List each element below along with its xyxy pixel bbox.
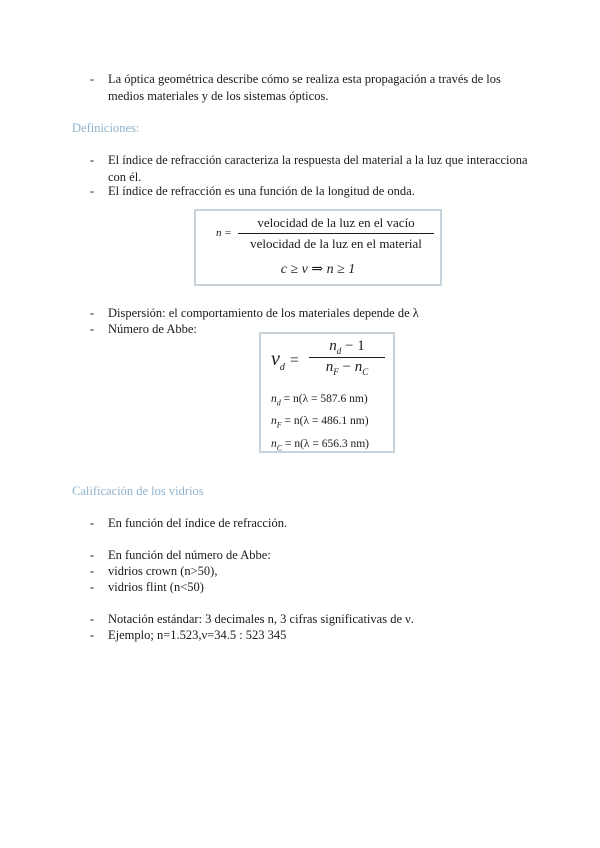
list-item-text: En función del número de Abbe: (108, 548, 271, 562)
list-item (90, 515, 530, 532)
list-item (90, 611, 530, 628)
abbe-fraction (309, 338, 385, 377)
list-item (90, 71, 530, 105)
bullet-dash: - (90, 564, 95, 578)
refractive-index-formula-box (194, 209, 442, 286)
bullet-dash: - (90, 580, 95, 594)
list-item-text: La óptica geométrica describe cómo se realiza esta propagación a través de los medios materiales y de los sistemas ópticos. (108, 72, 501, 103)
list-item-text: vidrios crown (n>50), (108, 564, 218, 578)
bullet-dash: - (90, 548, 95, 562)
abbe-nu-sub: d (279, 362, 285, 373)
abbe-nu: ν (271, 348, 280, 370)
line-text: = n(λ = 486.1 nm) (281, 415, 369, 428)
list-item-text: Notación estándar: 3 decimales n, 3 cifras significativas de ν. (108, 612, 414, 626)
bullet-dash: - (90, 72, 95, 86)
bullet-dash: - (90, 184, 95, 198)
list-item-text: El índice de refracción es una función de la longitud de onda. (108, 184, 415, 198)
bullet-dash: - (90, 306, 95, 320)
line-n: n (271, 437, 277, 450)
line-n: n (271, 393, 277, 405)
line-sub: F (276, 420, 282, 430)
list-item-text: Número de Abbe: (108, 322, 197, 336)
abbe-wavelength-lines (271, 390, 369, 457)
bullet-dash: - (90, 516, 95, 530)
list-item (90, 305, 530, 322)
list-item (90, 579, 530, 596)
list-item-text: vidrios flint (n<50) (108, 580, 204, 594)
section-heading-calificacion: Calificación de los vidrios (72, 484, 204, 498)
bullet-dash: - (90, 628, 95, 642)
line-n: n (271, 415, 277, 428)
abbe-lhs (271, 348, 299, 373)
list-item-text: Ejemplo; n=1.523,ν=34.5 : 523 345 (108, 628, 287, 642)
line-sub: C (276, 442, 283, 452)
formula-numerator: velocidad de la luz en el vacío (238, 215, 434, 234)
formula-denominator: velocidad de la luz en el material (250, 236, 422, 251)
bullet-dash: - (90, 322, 95, 336)
abbe-line-f (271, 412, 369, 434)
abbe-equals: = (289, 352, 299, 369)
formula-fraction (238, 215, 434, 252)
section-heading-definiciones: Definiciones: (72, 121, 140, 135)
abbe-line-c (271, 435, 369, 457)
abbe-line-d (271, 390, 369, 412)
list-item (90, 627, 530, 644)
abbe-num-rest: − 1 (341, 338, 365, 354)
abbe-num-n: n (329, 338, 337, 354)
bullet-dash: - (90, 153, 95, 167)
abbe-den-b: n (354, 359, 363, 375)
formula-lhs: n = (216, 227, 232, 239)
abbe-numerator (309, 338, 385, 358)
abbe-den-a: n (325, 359, 334, 375)
abbe-den-a-sub: F (333, 367, 339, 377)
abbe-denominator (309, 358, 385, 377)
line-text: = n(λ = 587.6 nm) (280, 393, 368, 405)
list-item (90, 183, 530, 200)
line-sub: d (276, 398, 281, 408)
list-item-text: El índice de refracción caracteriza la respuesta del material a la luz que interacciona con él. (108, 153, 528, 184)
formula-inequality: c ≥ v ⇒ n ≥ 1 (280, 262, 356, 277)
abbe-num-sub: d (336, 346, 342, 356)
abbe-number-formula-box (259, 332, 395, 453)
abbe-den-b-sub: C (362, 367, 369, 377)
list-item (90, 152, 530, 186)
abbe-den-mid: − (338, 359, 355, 375)
list-item (90, 563, 530, 580)
bullet-dash: - (90, 612, 95, 626)
list-item-text: Dispersión: el comportamiento de los materiales depende de λ (108, 306, 419, 320)
line-text: = n(λ = 656.3 nm) (282, 437, 369, 450)
list-item-text: En función del índice de refracción. (108, 516, 288, 530)
list-item (90, 547, 530, 564)
